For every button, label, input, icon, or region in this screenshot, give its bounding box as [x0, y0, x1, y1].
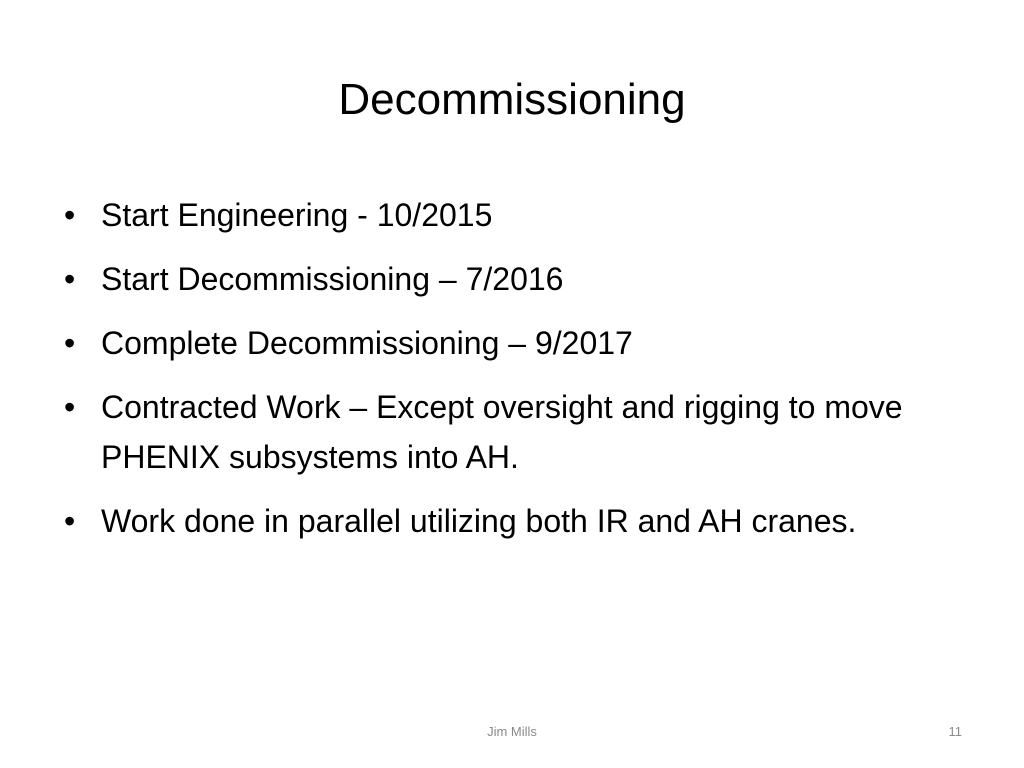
page-number: 11: [948, 724, 962, 739]
bullet-icon: [64, 496, 84, 546]
bullet-item: [64, 318, 964, 368]
bullet-text: Contracted Work – Except oversight and rigging to move PHENIX subsystems into AH.: [101, 389, 903, 475]
bullet-icon: [64, 382, 84, 432]
bullet-item: [64, 382, 964, 482]
footer-author: Jim Mills: [487, 724, 537, 739]
bullet-icon: [64, 318, 84, 368]
bullet-item: [64, 496, 964, 546]
bullet-text: Complete Decommissioning – 9/2017: [101, 325, 633, 361]
bullet-text: Start Engineering - 10/2015: [101, 197, 493, 233]
bullet-icon: [64, 190, 84, 240]
bullet-list: [64, 190, 964, 560]
bullet-text: Start Decommissioning – 7/2016: [101, 261, 564, 297]
slide-title: Decommissioning: [338, 75, 686, 124]
bullet-text: Work done in parallel utilizing both IR and AH cranes.: [101, 503, 857, 539]
bullet-item: [64, 254, 964, 304]
bullet-item: [64, 190, 964, 240]
bullet-icon: [64, 254, 84, 304]
